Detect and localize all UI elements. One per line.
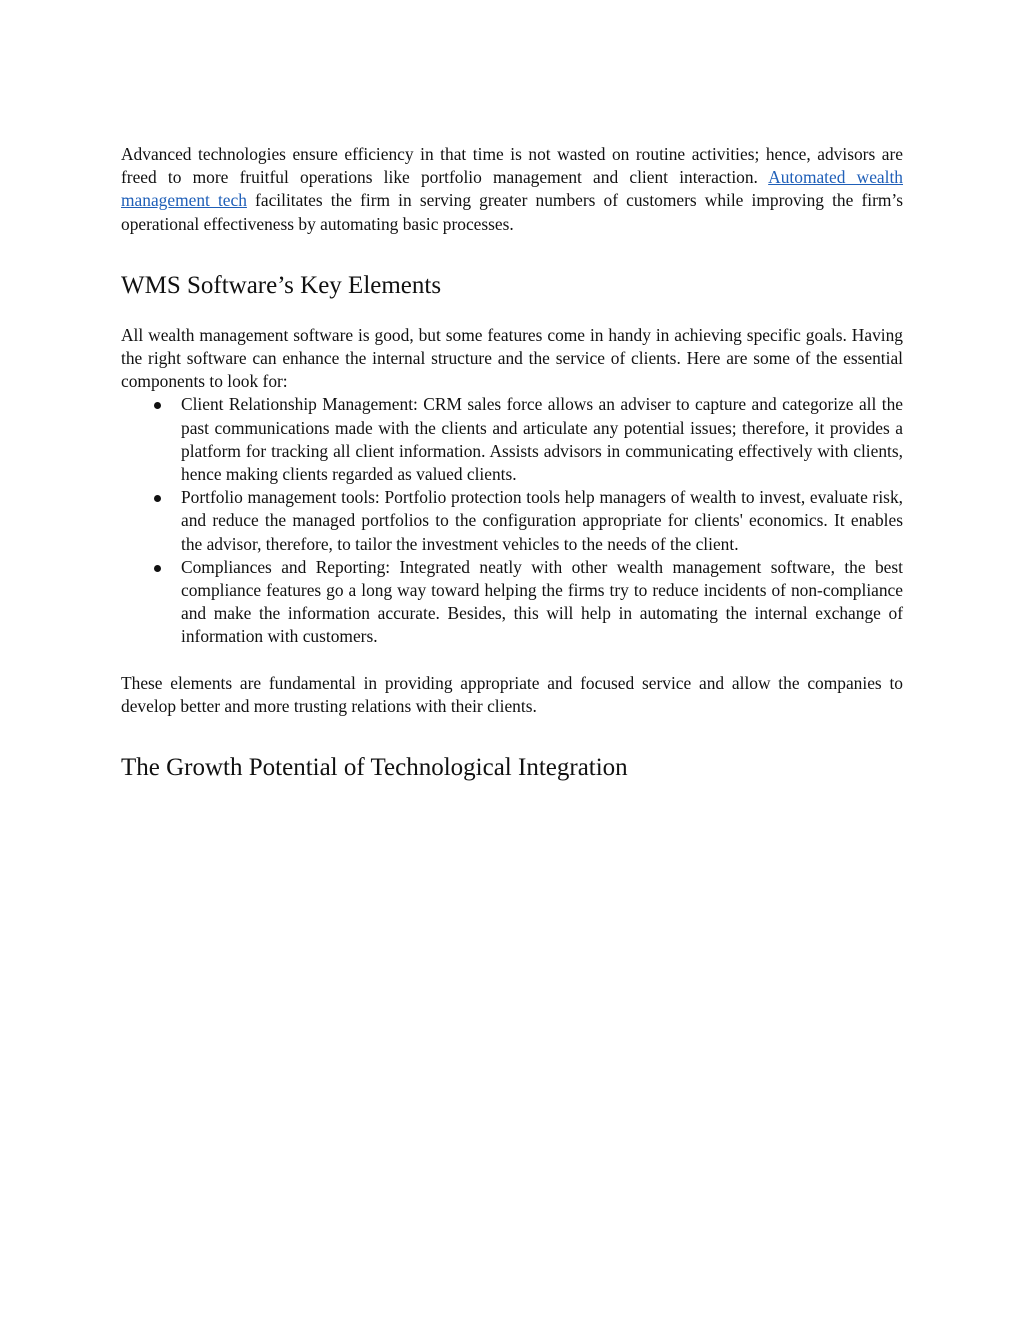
intro-text-before-link: Advanced technologies ensure efficiency in that time is not wasted on routine activities; hence, advisors are freed to more fruitful operations like portfolio management and client interaction. bbox=[121, 144, 903, 188]
list-item-text: Portfolio management tools: Portfolio protection tools help managers of wealth to invest, evaluate risk, and reduce the managed portfolios to the configuration appropriate for clients' economics. It enables the advisor, therefore, to tailor the investment vehicles to the needs of the client. bbox=[181, 487, 903, 554]
list-item-text: Compliances and Reporting: Integrated neatly with other wealth management software, the best compliance features go a long way toward helping the firms try to reduce incidents of non-compliance and make the information accurate. Besides, this will help in automating the internal exchange of information with customers. bbox=[181, 556, 903, 647]
list-item bbox=[121, 486, 903, 556]
list-item-text: Client Relationship Management: CRM sales force allows an adviser to capture and categorize all the past communications made with the clients and articulate any potential issues; therefore, it provides a platform for tracking all client information. Assists advisors in communicating effectively with clients, hence making clients regarded as valued clients. bbox=[181, 394, 903, 485]
closing-paragraph: These elements are fundamental in providing appropriate and focused service and allow the companies to develop better and more trusting relations with their clients. bbox=[121, 672, 903, 716]
section-heading-wms: WMS Software’s Key Elements bbox=[121, 271, 442, 299]
bullet-icon bbox=[154, 565, 161, 572]
bullet-icon bbox=[154, 495, 161, 502]
list-item bbox=[121, 393, 903, 486]
document-page bbox=[121, 143, 903, 783]
section-intro-paragraph: All wealth management software is good, but some features come in handy in achieving specific goals. Having the right software can enhance the internal structure and the service of clients. Here are some of the essential components to look for: bbox=[121, 324, 903, 392]
automated-wealth-management-link[interactable]: Automated wealth management tech bbox=[121, 167, 903, 211]
section-heading-growth: The Growth Potential of Technological Integration bbox=[121, 754, 628, 782]
list-item bbox=[121, 556, 903, 649]
intro-paragraph bbox=[121, 143, 903, 236]
intro-text-after-link: facilitates the firm in serving greater numbers of customers while improving the firm’s operational effectiveness by automating basic processes. bbox=[121, 190, 903, 234]
key-elements-list bbox=[121, 393, 903, 648]
bullet-icon bbox=[154, 402, 161, 409]
